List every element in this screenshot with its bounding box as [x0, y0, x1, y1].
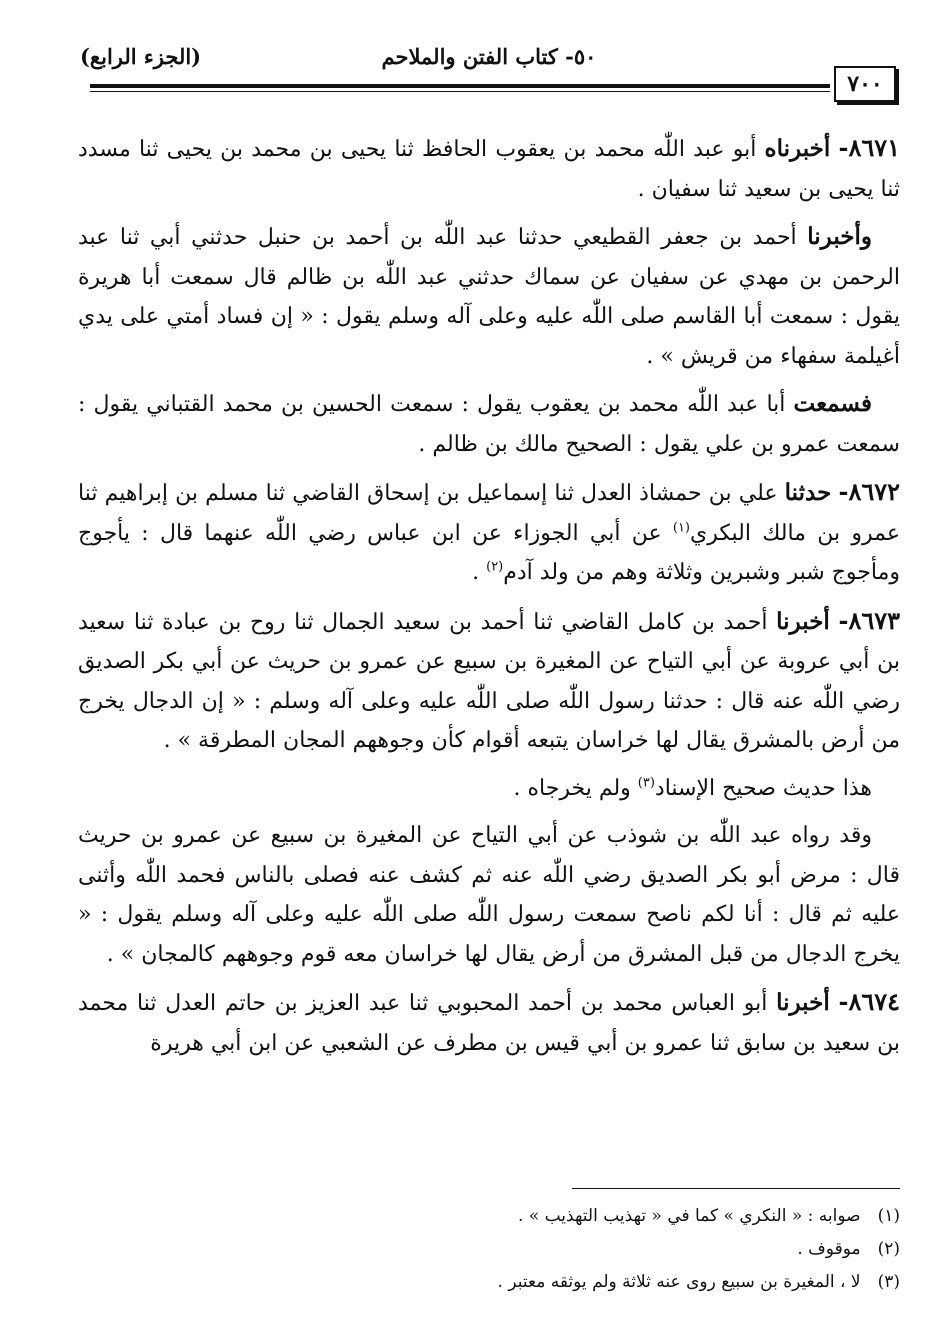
hadith-8672 [78, 472, 900, 593]
volume-label: (الجزء الرابع) [80, 44, 202, 69]
hadith-8671-chain-2 [78, 217, 900, 376]
hadith-8671 [78, 128, 900, 209]
paragraph-text: ولم يخرجاه . [513, 775, 638, 801]
paragraph-text: أبو العباس محمد بن أحمد المحبوبي ثنا عبد العزيز بن حاتم العدل ثنا محمد بن سعيد بن سابق ثنا عمرو بن أبي قيس بن مطرف عن الشعبي عن ابن أبي هريرة [78, 991, 900, 1056]
hadith-8673-variant [78, 816, 900, 974]
hadith-number: ٨٦٧١- [838, 133, 900, 162]
footnote-2 [78, 1233, 900, 1266]
footnote-marker: (٣) [877, 1272, 900, 1292]
footnote-text: صوابه : « النكري » كما في « تهذيب التهذيب » . [517, 1206, 861, 1226]
footnote-3 [78, 1266, 900, 1299]
footnote-1 [78, 1200, 900, 1233]
footnote-marker: (٢) [877, 1239, 900, 1259]
hadith-number: ٨٦٧٤- [838, 987, 901, 1016]
narration-keyword: أخبرنا [776, 989, 830, 1016]
page-number: ٧٠٠ [834, 66, 896, 102]
header-rule-thin [90, 91, 830, 92]
paragraph-text: . [472, 560, 487, 585]
footnote-text: موقوف . [797, 1239, 861, 1259]
narration-keyword: أخبرنا [776, 607, 830, 635]
paragraph-text: علي بن حمشاذ العدل ثنا إسماعيل بن إسحاق القاضي ثنا مسلم بن إبراهيم ثنا عمرو بن مالك البكري [78, 481, 900, 546]
paragraph-text: أبا عبد اللّٰه محمد بن يعقوب يقول : سمعت الحسين بن محمد القتباني يقول : سمعت عمرو بن علي يقول : الصحيح مالك بن ظالم . [78, 392, 900, 457]
header-rule-thick [90, 84, 830, 88]
main-text [78, 128, 900, 1071]
paragraph-text: أبو عبد اللّٰه محمد بن يعقوب الحافظ ثنا يحيى بن محمد بن يحيى ثنا مسدد ثنا يحيى بن سعيد ثنا سفيان . [78, 137, 900, 202]
narration-keyword: حدثنا [784, 479, 832, 506]
hadith-number: ٨٦٧٣- [838, 605, 900, 635]
chapter-title: ٥٠- كتاب الفتن والملاحم [381, 44, 597, 69]
footnote-ref-1[interactable]: (١) [672, 520, 690, 536]
paragraph-text: أحمد بن جعفر القطيعي حدثنا عبد اللّٰه بن أحمد بن حنبل حدثني أبي ثنا عبد الرحمن بن مهدي عن سفيان عن سماك حدثني عبد اللّٰه بن ظالم قال سمعت أبا هريرة يقول : سمعت أبا القاسم صلى اللّٰه عليه وعلى آله وسلم يقول : « إن فساد أمتي على يدي أغيلمة سفهاء من قريش » . [78, 225, 900, 369]
paragraph-text: هذا حديث صحيح الإسناد [654, 775, 872, 801]
narration-keyword: وأخبرنا [807, 223, 872, 250]
narration-keyword: فسمعت [793, 390, 872, 417]
narration-keyword: أخبرناه [764, 135, 831, 162]
hadith-8673 [78, 601, 900, 761]
footnotes [78, 1200, 900, 1299]
paragraph-text: أحمد بن كامل القاضي ثنا أحمد بن سعيد الجمال ثنا روح بن عبادة ثنا سعيد بن أبي عروبة عن أبي التياح عن المغيرة بن سبيع عن عمرو بن حريث عن أبي بكر الصديق رضي اللّٰه عنه قال : حدثنا رسول اللّٰه صلى اللّٰه عليه وعلى آله وسلم : « إن الدجال يخرج من أرض بالمشرق يقال لها خراسان يتبعه أقوام كأن وجوههم المجان المطرقة » . [78, 609, 900, 753]
running-header [78, 40, 900, 102]
book-page [78, 40, 900, 1300]
footnote-marker: (١) [877, 1206, 900, 1226]
paragraph-text: وقد رواه عبد اللّٰه بن شوذب عن أبي التياح عن المغيرة بن سبيع عن عمرو بن حريث قال : مرض أبو بكر الصديق رضي اللّٰه عنه ثم كشف عنه فصلى بالناس فحمد اللّٰه وأثنى عليه ثم قال : أنا لكم ناصح سمعت رسول اللّٰه صلى اللّٰه عليه وعلى آله وسلم يقول : « يخرج الدجال من قبل المشرق من أرض يقال لها خراسان معه قوم وجوههم كالمجان » . [78, 823, 900, 967]
hadith-8673-grading [78, 769, 900, 809]
hadith-8674 [78, 982, 900, 1063]
footnote-text: لا ، المغيرة بن سبيع روى عنه ثلاثة ولم يوثقه معتبر . [497, 1272, 861, 1292]
footnote-ref-2[interactable]: (٢) [486, 559, 504, 575]
footnote-separator [572, 1188, 900, 1189]
paragraph-text: عن أبي الجوزاء عن ابن عباس رضي اللّٰه عنهما قال : يأجوج ومأجوج شبر وشبرين وثلاثة وهم من ولد آدم [78, 520, 900, 585]
hadith-number: ٨٦٧٢- [838, 477, 901, 506]
hadith-8671-note [78, 384, 900, 464]
footnote-ref-3[interactable]: (٣) [637, 775, 655, 791]
